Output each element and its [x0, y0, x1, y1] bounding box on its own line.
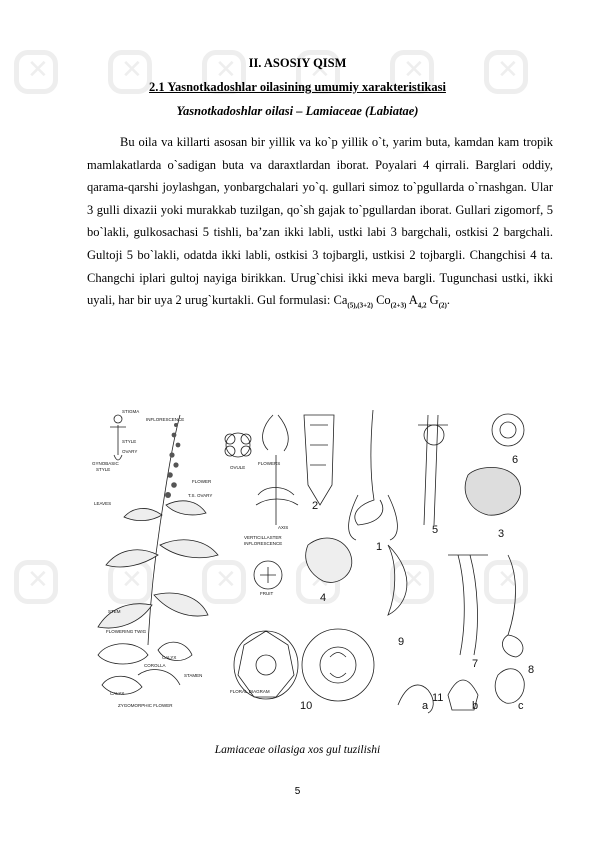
body-paragraph	[87, 131, 553, 317]
label-leaves: LEAVES	[94, 501, 112, 506]
label-corolla: COROLLA	[144, 663, 166, 668]
figure-number-10: 10	[300, 700, 313, 712]
label-calyx-2: CALYX	[110, 691, 125, 696]
label-floral-diagram: FLORAL DIAGRAM	[230, 689, 270, 694]
label-gynobasic: GYNOBASIC	[92, 461, 119, 466]
figure-letter-a: a	[422, 700, 429, 712]
label-stigma: STIGMA	[122, 409, 140, 414]
page-number: 5	[294, 786, 301, 797]
figure-small-flower-parts	[98, 642, 192, 694]
label-stamen: STAMEN	[184, 673, 203, 678]
label-inflorescence: INFLORESCENCE	[146, 417, 185, 422]
figure-right-panel	[302, 410, 524, 713]
label-flowering-twig: FLOWERING TWIG	[106, 629, 147, 634]
figure-number-7: 7	[472, 658, 479, 670]
label-ovule: OVULE	[230, 465, 246, 470]
figure-number-1: 1	[376, 541, 383, 553]
figure-number-2: 2	[312, 500, 319, 512]
figure-mid-panel	[225, 415, 298, 699]
label-zygomorphic-flower: ZYGOMORPHIC FLOWER	[118, 703, 173, 708]
subsection-title: 2.1 Yasnotkadoshlar oilasining umumiy xarakteristikasi	[149, 80, 446, 94]
figure-number-6: 6	[512, 454, 519, 466]
family-title: Yasnotkadoshlar oilasi – Lamiaceae (Labiatae)	[176, 104, 419, 118]
figure-number-11: 11	[432, 692, 444, 704]
label-fruit: FRUIT	[260, 591, 274, 596]
label-verticillaster: VERTICILLASTER	[244, 535, 282, 540]
lamiaceae-flower-illustration	[88, 405, 536, 715]
section-title: II. ASOSIY QISM	[248, 56, 347, 70]
label-ts-ovary: T.S. OVARY	[188, 493, 213, 498]
flower-formula: $Ca_{(5),(3+2)}$ $Co_{(2+3)}$ $A_{4,2}$ $G_{(2)}$.	[333, 293, 450, 310]
paragraph-text: Bu oila va killarti asosan bir yillik va ko`p yillik o`t, yarim buta, kamdan kam tropik mamlakatlarda o`sadigan buta va daraxtlardan iborat. Poyalari 4 qirrali. Barglari oddiy, qarama-qarshi joylashgan, yonbargchalari yo`q. gullari simoz to`pgullarda o`rnashgan. Ular 3 gulli dixazii yoki murakkab tuzilgan, qo`sh gajak to`pgullardan iborat. Gullari zigomorf, 5 bo`lakli, gulkosachasi 5 tishli, ba’zan ikki labli, ustki labi 3 bargchali, ostkisi 2 bargchali. Gultoji 5 bo`lakli, odatda ikki labli, ostkisi 3 tojbargli, ustkisi 2 tojbargli. Changchisi 4 ta. Changchi iplari gultoj nayiga birikkan. Urug`chisi ikki meva bargli. Tugunchasi ustki, ikki uyali, har bir uya 2 urug`kurtakli. Gul formulasi:	[87, 135, 553, 308]
label-inflorescence-2: INFLORESCENCE	[244, 541, 283, 546]
figure-letter-b: b	[472, 700, 479, 712]
label-flowers: FLOWERS	[258, 461, 281, 466]
figure-number-3: 3	[498, 528, 505, 540]
label-flower: FLOWER	[192, 479, 212, 484]
figure-number-9: 9	[398, 636, 405, 648]
label-stem: STEM	[108, 609, 121, 614]
label-calyx: CALYX	[162, 655, 177, 660]
label-axis: AXIS	[278, 525, 289, 530]
figure-caption: Lamiaceae oilasiga xos gul tuzilishi	[214, 744, 381, 756]
figure-number-5: 5	[432, 524, 439, 536]
figure-number-8: 8	[528, 664, 535, 676]
figure-number-4: 4	[320, 592, 327, 604]
figure-letter-c: c	[518, 700, 524, 712]
label-ovary: OVARY	[122, 449, 138, 454]
label-style: STYLE	[122, 439, 137, 444]
label-style-2: STYLE	[96, 467, 111, 472]
